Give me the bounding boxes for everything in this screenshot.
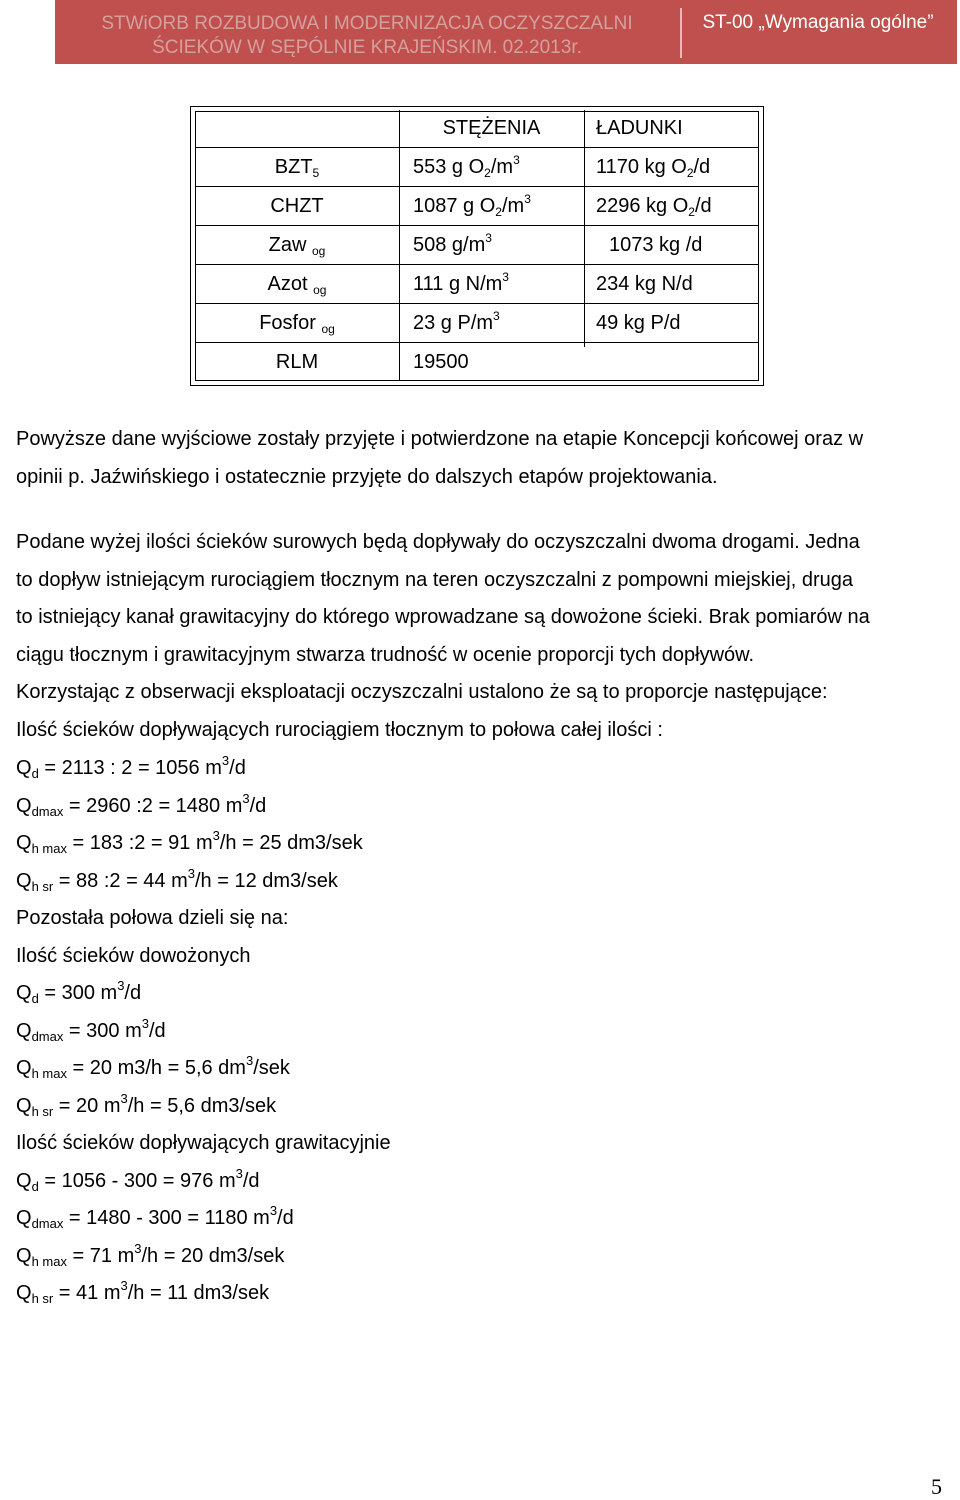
table-cell-load: 2296 kg $O_2/d$ bbox=[596, 195, 712, 219]
table-col-rule bbox=[584, 110, 585, 347]
table-cell-parameter: Zaw $_{og}$ bbox=[268, 234, 326, 258]
paragraph-line: Podane wyżej ilości ścieków surowych będą dopływały do oczyszczalni dwoma drogami. Jedna bbox=[16, 531, 860, 553]
flow-formula: $Q_{dmax} = 300$ $m^3/d$ bbox=[16, 1015, 166, 1044]
table-cell-load: 234 kg N/d bbox=[596, 273, 693, 295]
table-cell-load: 1170 kg $O_2/d$ bbox=[596, 156, 711, 180]
table-row-rule bbox=[195, 303, 759, 304]
paragraph-1 bbox=[16, 421, 946, 496]
paragraph-line: to dopływ istniejącym rurociągiem tłocznym na teren oczyszczalni z pompowni miejskiej, druga bbox=[16, 568, 854, 591]
table-cell-parameter: RLM bbox=[275, 351, 319, 373]
column-header-loads: ŁADUNKI bbox=[596, 117, 683, 139]
table-cell-parameter: Fosfor $_{og}$ bbox=[259, 312, 335, 336]
paragraph-line: to istniejący kanał grawitacyjny do którego wprowadzane są dowożone ścieki. Brak pomiarów na bbox=[16, 606, 870, 629]
flow-formula: $Q_{h max} = 20$ m3/h = 5,6 $dm^3$/sek bbox=[16, 1053, 290, 1081]
table-cell-concentration: 111 g $N/m^3$ bbox=[413, 270, 509, 295]
flow-formula: $Q_d = 300$ $m^3/d$ bbox=[16, 978, 142, 1006]
table-cell-parameter: CHZT bbox=[270, 195, 324, 217]
formula-caption: Ilość ścieków dopływających grawitacyjnie bbox=[16, 1132, 391, 1154]
header-title-line-1: STWiORB ROZBUDOWA I MODERNIZACJA OCZYSZCZALNI bbox=[101, 13, 633, 34]
header-section-title: ST-00 „Wymagania ogólne” bbox=[702, 12, 934, 33]
paragraph-line: opinii p. Jaźwińskiego i ostatecznie przyjęte do dalszych etapów projektowania. bbox=[16, 465, 718, 488]
flow-formula: $Q_{h sr} = 88$ :2 = 44 $m^3/h = 12$ dm3/sek bbox=[16, 865, 338, 894]
page-header bbox=[55, 0, 957, 64]
table-row-rule bbox=[195, 342, 759, 343]
table-cell-concentration: 508 $g/m^3$ bbox=[413, 231, 492, 256]
flow-formula: $Q_{h max} = 71$ $m^3/h = 20$ dm3/sek bbox=[16, 1240, 285, 1269]
column-header-concentrations: STĘŻENIA bbox=[442, 117, 541, 139]
flow-formula: $Q_{dmax} = 1480 - 300 = 1180$ $m^3/d$ bbox=[16, 1203, 294, 1231]
header-title-line-2: ŚCIEKÓW W SĘPÓLNIE KRAJEŃSKIM. 02.2013r. bbox=[152, 37, 582, 58]
header-divider bbox=[680, 8, 682, 58]
paragraph-2 bbox=[16, 524, 946, 750]
table-cell-concentration: 19500 bbox=[413, 351, 469, 373]
flow-formula: $Q_{h sr} = 41$ $m^3/h = 11$ dm3/sek bbox=[16, 1278, 270, 1306]
table-row-rule bbox=[195, 147, 759, 148]
header-document-title bbox=[67, 12, 667, 60]
table-cell-concentration: 23 g $P/m^3$ bbox=[413, 309, 500, 334]
table-cell-concentration: 553 g $O_2/m^3$ bbox=[413, 153, 520, 180]
flow-formula: $Q_d = 2113$ : 2 = 1056 $m^3/d$ bbox=[16, 753, 246, 781]
table-row-rule bbox=[195, 264, 759, 265]
page-number: 5 bbox=[931, 1474, 942, 1499]
flow-formula: $Q_d = 1056 - 300 = 976$ $m^3/d$ bbox=[16, 1165, 260, 1194]
table-cell-load: 1073 kg /d bbox=[609, 234, 703, 256]
formula-caption: Ilość ścieków dowożonych bbox=[16, 944, 251, 967]
table-col-rule bbox=[399, 110, 400, 381]
flow-formula: $Q_{h sr} = 20$ $m^3/h = 5,6$ dm3/sek bbox=[16, 1090, 277, 1119]
table-cell-concentration: 1087 g $O_2/m^3$ bbox=[413, 192, 531, 219]
paragraph-line: Powyższe dane wyjściowe zostały przyjęte i potwierdzone na etapie Koncepcji końcowej oraz w bbox=[16, 428, 864, 450]
table-cell-parameter: $BZT_5$ bbox=[274, 156, 320, 180]
table-cell-load: 49 kg P/d bbox=[596, 312, 681, 334]
formula-caption: Pozostała połowa dzieli się na: bbox=[16, 907, 289, 929]
paragraph-line: Korzystając z obserwacji eksploatacji oczyszczalni ustalono że są to proporcje następujące: bbox=[16, 681, 828, 704]
flow-formula: $Q_{dmax} = 2960$ :2 = 1480 $m^3/d$ bbox=[16, 790, 267, 819]
paragraph-line: ciągu tłocznym i grawitacyjnym stwarza trudność w ocenie proporcji tych dopływów. bbox=[16, 643, 755, 666]
paragraph-line: Ilość ścieków dopływających rurociągiem tłocznym to połowa całej ilości : bbox=[16, 718, 663, 741]
table-row-rule bbox=[195, 186, 759, 187]
table-cell-parameter: Azot $_{og}$ bbox=[267, 273, 327, 297]
table-row-rule bbox=[195, 225, 759, 226]
flow-formula: $Q_{h max} = 183$ :2 = 91 $m^3/h = 25$ dm3/sek bbox=[16, 828, 363, 856]
